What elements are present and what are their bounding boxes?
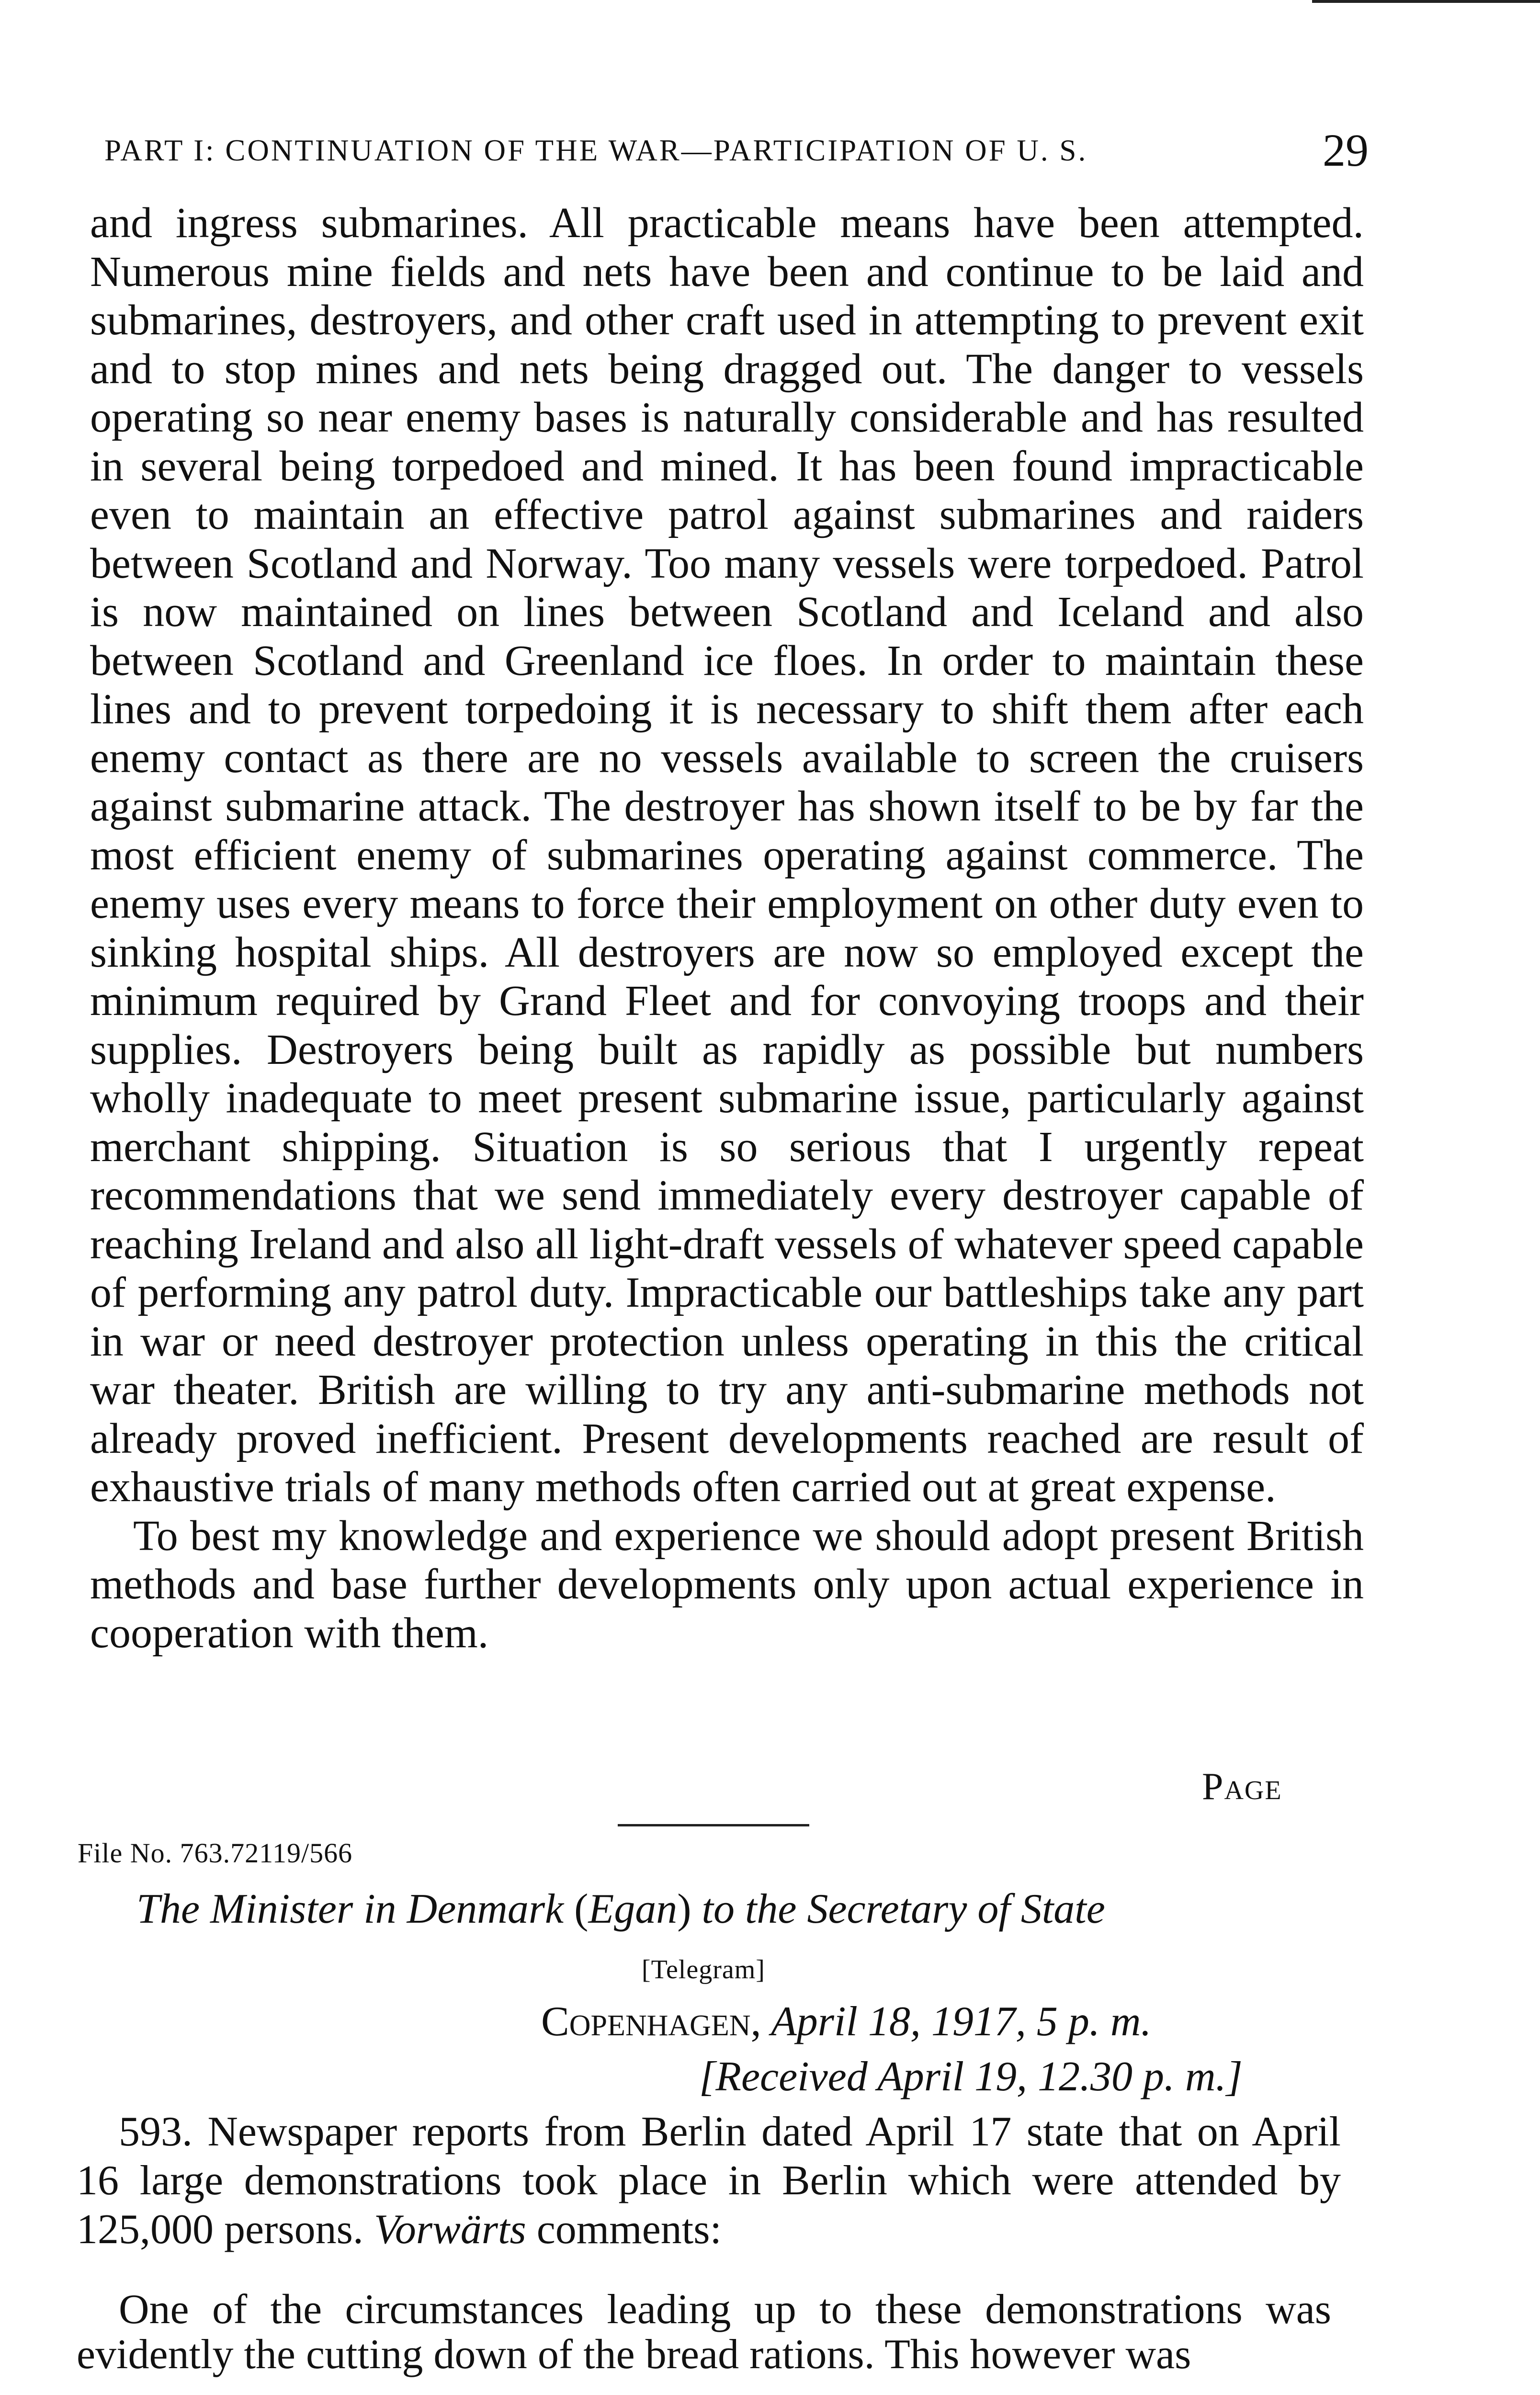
section-divider xyxy=(618,1824,809,1826)
telegram-text-before: 593. Newspaper reports from Berlin dated April 17 state that on April 16 large demonstrations took place in Berlin which were attended by 125,000 persons. xyxy=(77,2109,1341,2253)
quoted-text xyxy=(77,2287,1331,2377)
signature: Page xyxy=(1202,1766,1282,1808)
title-paren-open: ( xyxy=(564,1886,589,1932)
quoted-paragraph: One of the circumstances leading up to these demonstrations was evidently the cutting down of the bread rations. This however was xyxy=(77,2286,1331,2378)
telegram-paragraph xyxy=(77,2108,1341,2254)
telegram-text-after: comments: xyxy=(526,2206,722,2253)
top-edge-rule xyxy=(1312,0,1540,3)
dateline-place: Copenhagen, xyxy=(541,1998,761,2045)
running-head xyxy=(104,124,1369,176)
body-paragraph-1: and ingress submarines. All practicable means have been attempted. Numerous mine fields and nets have been and continue to be laid and submarines, destroyers, and other craft used in attempting to prevent exit and to stop mines and nets being dragged out. The danger to vessels operating so near enemy bases is naturally considerable and has resulted in several being torpedoed and mined. It has been found impracticable even to maintain an effective patrol against submarines and raiders between Scotland and Norway. Too many vessels were torpedoed. Patrol is now maintained on lines between Scotland and Iceland and also between Scotland and Greenland ice floes. In order to maintain these lines and to prevent torpedoing it is necessary to shift them after each enemy contact as there are no vessels available to screen the cruisers against submarine attack. The destroyer has shown itself to be by far the most efficient enemy of submarines operating against commerce. The enemy uses every means to force their employment on other duty even to sinking hospital ships. All destroyers are now so employed except the minimum required by Grand Fleet and for convoying troops and their supplies. Destroyers being built as rapidly as possible but numbers wholly inadequate to meet present submarine issue, particularly against merchant shipping. Situation is so serious that I urgently repeat recommendations that we send immediately every destroyer capable of reaching Ireland and also all light-draft vessels of whatever speed capable of performing any patrol duty. Impracticable our battleships take any part in war or need destroyer protection unless operating in this the critical war theater. British are willing to try any anti-submarine methods not already proved inefficient. Present developments reached are result of exhaustive trials of many methods often carried out at great expense. xyxy=(90,199,1364,1511)
title-paren-close: ) xyxy=(677,1886,691,1932)
dateline-date: April 18, 1917, 5 p. m. xyxy=(761,1998,1152,2045)
body-text xyxy=(90,199,1364,1657)
dateline xyxy=(541,1997,1151,2046)
newspaper-name: Vorwärts xyxy=(374,2206,526,2253)
document-title xyxy=(136,1885,1358,1933)
body-paragraph-2: To best my knowledge and experience we should adopt present British methods and base further developments only upon actual experience in cooperation with them. xyxy=(90,1512,1364,1657)
page-number: 29 xyxy=(1323,125,1369,176)
received-line: [Received April 19, 12.30 p. m.] xyxy=(699,2053,1243,2100)
title-part-1: The Minister in Denmark xyxy=(136,1886,564,1932)
title-part-2: to the Secretary of State xyxy=(691,1886,1105,1932)
telegram-text xyxy=(77,2108,1341,2254)
title-name: Egan xyxy=(588,1886,678,1932)
running-head-text: PART I: CONTINUATION OF THE WAR—PARTICIPATION OF U. S. xyxy=(104,134,1088,167)
file-number: File No. 763.72119/566 xyxy=(78,1837,353,1869)
document-kind: [Telegram] xyxy=(642,1955,765,1984)
